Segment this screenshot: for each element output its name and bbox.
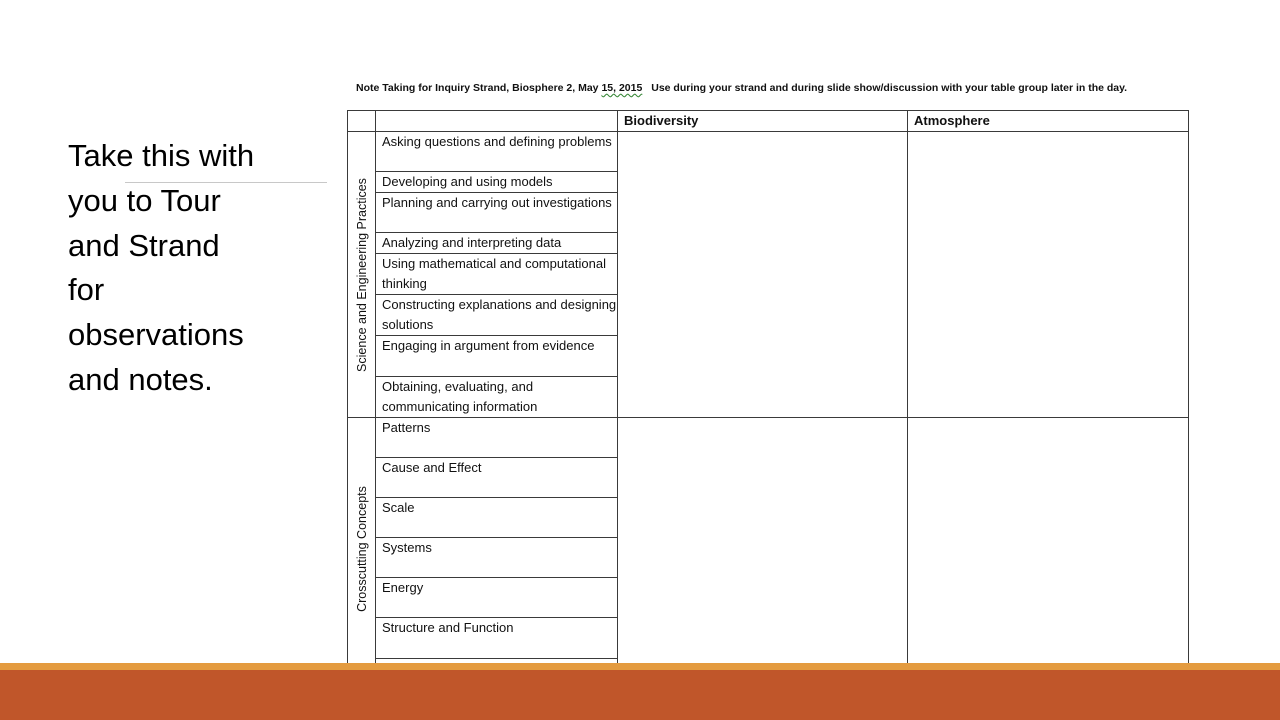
concept-cell: Cause and Effect — [376, 458, 618, 498]
concept-cell: Structure and Function — [376, 618, 618, 659]
footer-accent-bar — [0, 663, 1280, 670]
note-taking-worksheet — [327, 70, 1205, 681]
practice-cell: Engaging in argument from evidence — [376, 336, 618, 377]
concept-cell: Patterns — [376, 418, 618, 458]
concept-cell: Systems — [376, 538, 618, 578]
table-header-row — [348, 111, 1189, 132]
practice-cell: Developing and using models — [376, 172, 618, 193]
section-label-text: Science and Engineering Practices — [354, 177, 369, 372]
worksheet-title-date: 15, 2015 — [601, 82, 643, 94]
concept-cell: Energy — [376, 578, 618, 618]
worksheet-title-part-1: Note Taking for Inquiry Strand, Biosphere 2, May — [356, 82, 599, 94]
divider-line — [125, 182, 327, 183]
practice-cell: Analyzing and interpreting data — [376, 233, 618, 254]
table-row — [348, 418, 1189, 458]
atmosphere-practices-notes-area[interactable] — [908, 132, 1189, 418]
practice-cell: Constructing explanations and designing solutions — [376, 295, 618, 336]
practice-cell: Using mathematical and computational thinking — [376, 254, 618, 295]
worksheet-table — [347, 110, 1189, 680]
practice-cell: Obtaining, evaluating, and communicating information — [376, 377, 618, 418]
worksheet-title-part-2: Use during your strand and during slide show/discussion with your table group later in the day. — [651, 82, 1128, 94]
footer-bar — [0, 670, 1280, 720]
biodiversity-concepts-notes-area[interactable] — [618, 418, 908, 680]
worksheet-title — [356, 82, 1127, 94]
header-blank-cell — [376, 111, 618, 132]
table-row — [348, 132, 1189, 172]
atmosphere-concepts-notes-area[interactable] — [908, 418, 1189, 680]
slide-note-text: Take this with you to Tour and Strand for observations and notes. — [68, 138, 255, 397]
biodiversity-practices-notes-area[interactable] — [618, 132, 908, 418]
section-label-crosscutting-concepts — [348, 418, 376, 680]
practice-cell: Asking questions and defining problems — [376, 132, 618, 172]
column-header-atmosphere: Atmosphere — [908, 111, 1189, 132]
concept-cell: Scale — [376, 498, 618, 538]
section-label-science-engineering-practices — [348, 132, 376, 418]
section-label-text: Crosscutting Concepts — [354, 485, 369, 612]
header-blank-cell — [348, 111, 376, 132]
practice-cell: Planning and carrying out investigations — [376, 193, 618, 233]
column-header-biodiversity: Biodiversity — [618, 111, 908, 132]
